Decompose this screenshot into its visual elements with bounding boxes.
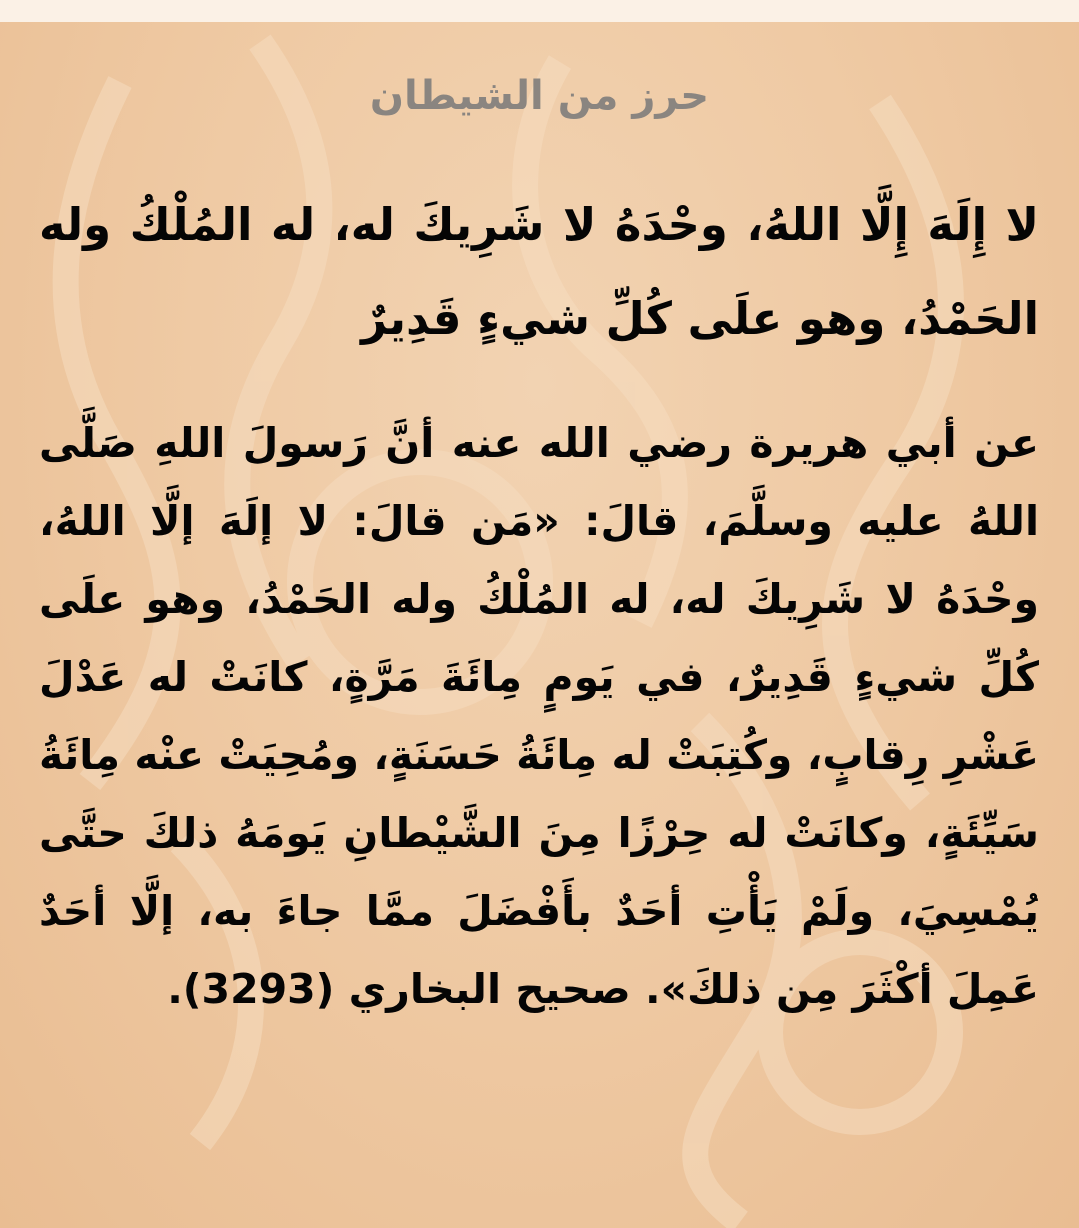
hadith-text: عن أبي هريرة رضي الله عنه أنَّ رَسولَ اللهِ صَلَّى اللهُ عليه وسلَّمَ، قالَ: «مَن قالَ: لا إلَهَ إلَّا اللهُ، وحْدَهُ لا شَرِيكَ له، له المُلْكُ وله الحَمْدُ، وهو علَى كُلِّ شيءٍ قَدِيرٌ، في يَومٍ مِائَةَ مَرَّةٍ، كانَتْ له عَدْلَ عَشْرِ رِقابٍ، وكُتِبَتْ له مِائَةُ حَسَنَةٍ، ومُحِيَتْ عنْه مِائَةُ سَيِّئَةٍ، وكانَتْ له حِرْزًا مِنَ الشَّيْطانِ يَومَهُ ذلكَ حتَّى يُمْسِيَ، ولَمْ يَأْتِ أحَدٌ بأَفْضَلَ ممَّا جاءَ به، إلَّا أحَدٌ عَمِلَ أكْثَرَ مِن ذلكَ». صحيح البخاري (3293).: [39, 419, 1039, 1013]
dhikr-text: لا إِلَهَ إِلَّا اللهُ، وحْدَهُ لا شَرِيكَ له، له المُلْكُ وله الحَمْدُ، وهو علَى كُلِّ شيءٍ قَدِيرٌ: [39, 198, 1039, 345]
page-title: حرز من الشيطان: [369, 73, 710, 119]
content-card: [0, 22, 1079, 1228]
